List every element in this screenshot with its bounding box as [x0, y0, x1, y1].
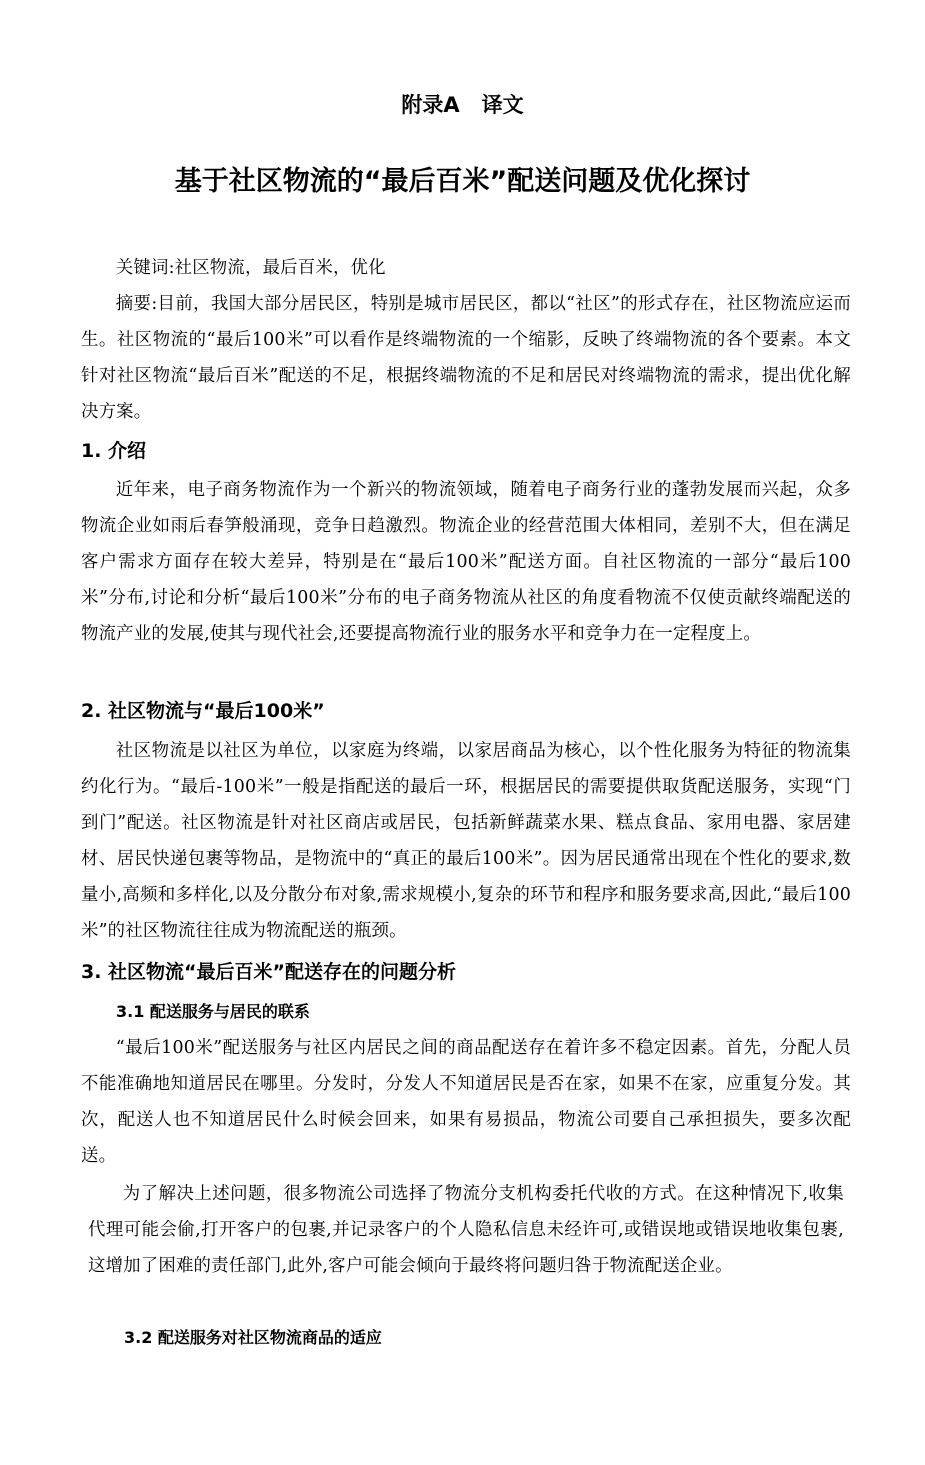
subsection-3-2-heading: 3.2 配送服务对社区物流商品的适应 [124, 1328, 382, 1347]
section-2-body [81, 733, 851, 949]
subsection-3-1-body-2 [88, 1176, 844, 1284]
subsection-3-1-body [81, 1030, 851, 1174]
section-2-paragraph: 社区物流是以社区为单位，以家庭为终端，以家居商品为核心，以个性化服务为特征的物流集约化行为。“最后-100米”一般是指配送的最后一环，根据居民的需要提供取货配送服务，实现“门到门”配送。社区物流是针对社区商店或居民，包括新鲜蔬菜水果、糕点食品、家用电器、家居建材、居民快递包裹等物品，是物流中的“真正的最后100米”。因为居民通常出现在个性化的要求,数量小,高频和多样化,以及分散分布对象,需求规模小,复杂的环节和程序和服务要求高,因此,“最后100米”的社区物流往往成为物流配送的瓶颈。 [81, 741, 851, 941]
subsection-3-1-heading: 3.1 配送服务与居民的联系 [116, 1002, 310, 1021]
keywords-block [81, 250, 851, 286]
section-1-paragraph: 近年来，电子商务物流作为一个新兴的物流领域，随着电子商务行业的蓬勃发展而兴起，众多物流企业如雨后春笋般涌现，竞争日趋激烈。物流企业的经营范围大体相同，差别不大，但在满足客户需求方面存在较大差异，特别是在“最后100米”配送方面。自社区物流的一部分“最后100米”分布,讨论和分析“最后100米”分布的电子商务物流从社区的角度看物流不仅使贡献终端配送的物流产业的发展,使其与现代社会,还要提高物流行业的服务水平和竞争力在一定程度上。 [81, 480, 851, 644]
subsection-3-1-paragraph-2: 为了解决上述问题，很多物流公司选择了物流分支机构委托代收的方式。在这种情况下,收集代理可能会偷,打开客户的包裹,并记录客户的个人隐私信息未经许可,或错误地或错误地收集包裹,这增加了困难的责任部门,此外,客户可能会倾向于最终将问题归咎于物流配送企业。 [88, 1184, 844, 1276]
subsection-3-1-paragraph-1: “最后100米”配送服务与社区内居民之间的商品配送存在着许多不稳定因素。首先，分配人员不能准确地知道居民在哪里。分发时，分发人不知道居民是否在家，如果不在家，应重复分发。其次，配送人也不知道居民什么时候会回来，如果有易损品，物流公司要自己承担损失，要多次配送。 [81, 1038, 851, 1166]
abstract-paragraph: 摘要:目前，我国大部分居民区，特别是城市居民区，都以“社区”的形式存在，社区物流应运而生。社区物流的“最后100米”可以看作是终端物流的一个缩影，反映了终端物流的各个要素。本文针对社区物流“最后百米”配送的不足，根据终端物流的不足和居民对终端物流的需求，提出优化解决方案。 [81, 294, 851, 422]
appendix-title: 附录A 译文 [401, 93, 524, 117]
section-1-body [81, 472, 851, 652]
keywords-line: 关键词:社区物流，最后百米，优化 [115, 258, 386, 278]
section-1-heading: 1. 介绍 [81, 440, 147, 462]
section-3-heading: 3. 社区物流“最后百米”配送存在的问题分析 [81, 961, 457, 983]
document-title: 基于社区物流的“最后百米”配送问题及优化探讨 [174, 166, 751, 197]
abstract-block [81, 286, 851, 430]
section-2-heading: 2. 社区物流与“最后100米” [81, 700, 325, 722]
